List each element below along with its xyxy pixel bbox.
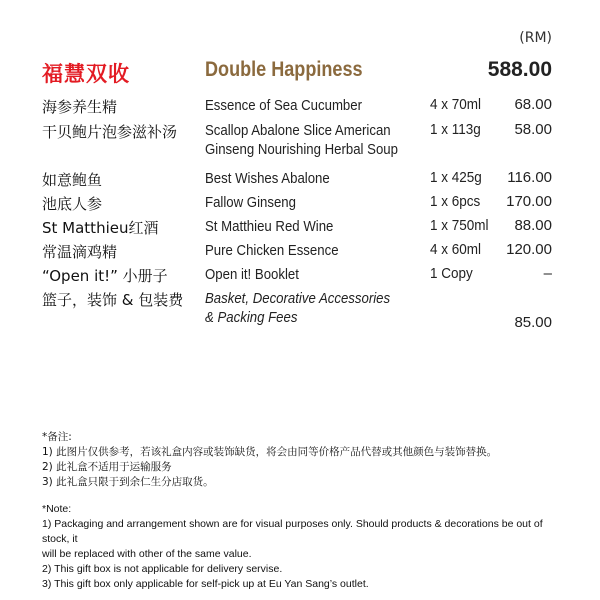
item-price: 116.00 [507,169,552,186]
note-line: will be replaced with other of the same value. [42,548,252,560]
notes-english [42,502,562,592]
item-name-cn: St Matthieu红酒 [42,219,159,237]
item-quantity: 1 x 6pcs [430,193,481,210]
item-name-en-line: St Matthieu Red Wine [205,218,334,235]
note-line: 3) This gift box only applicable for self-pick up at Eu Yan Sang’s outlet. [42,578,369,590]
total-price: 588.00 [487,58,552,81]
item-quantity: 1 x 750ml [430,217,489,234]
item-row [0,193,600,217]
item-name-en-line: & Packing Fees [205,309,298,326]
item-name-en [205,193,296,212]
note-line: 1) Packaging and arrangement shown are for visual purposes only. Should products & decorations be out of stock, it [42,518,543,545]
item-price: 58.00 [514,121,552,138]
notes-chinese [42,430,562,490]
notes-heading: *Note: [42,503,72,515]
item-name-en [205,96,362,115]
item-price: 85.00 [514,314,552,331]
item-name-en-line: Ginseng Nourishing Herbal Soup [205,141,398,158]
note-line: 2) This gift box is not applicable for delivery servise. [42,563,283,575]
item-price: 68.00 [514,96,552,113]
item-quantity: 1 x 425g [430,169,482,186]
title-chinese: 福慧双收 [42,62,130,86]
item-name-en-line: Best Wishes Abalone [205,170,330,187]
item-name-cn: 如意鲍鱼 [42,171,103,189]
item-name-cn: 篮子，装饰 & 包装费 [42,291,184,309]
title-english: Double Happiness [205,58,363,81]
item-name-en [205,217,333,236]
item-row [0,217,600,241]
item-row [0,96,600,120]
item-price: 170.00 [506,193,552,210]
note-line: 3) 此礼盒只限于到余仁生分店取货。 [42,476,214,488]
item-quantity: 4 x 70ml [430,96,482,113]
item-row [0,169,600,193]
item-name-cn: 池底人参 [42,195,103,213]
item-name-en [205,121,398,159]
item-name-en-line: Essence of Sea Cucumber [205,97,363,114]
item-name-en-line: Scallop Abalone Slice American [205,122,391,139]
note-line: 2) 此礼盒不适用于运输服务 [42,461,172,473]
item-name-en [205,169,330,188]
item-name-cn: 常温滴鸡精 [42,243,118,261]
item-price: 88.00 [514,217,552,234]
item-row [0,289,600,331]
item-quantity: 4 x 60ml [430,241,482,258]
item-name-cn: 海参养生精 [42,98,118,116]
item-name-en-line: Fallow Ginseng [205,194,296,211]
item-name-en [205,289,390,327]
currency-label: (RM) [519,30,552,46]
item-name-cn: “Open it!” 小册子 [42,267,168,285]
item-name-en-line: Open it! Booklet [205,266,299,283]
item-price: – [543,265,552,282]
item-name-en [205,265,299,284]
note-line: 1) 此图片仅供参考，若该礼盒内容或装饰缺货，将会由同等价格产品代替或其他颜色与装饰替换。 [42,446,498,458]
item-price: 120.00 [506,241,552,258]
item-name-en-line: Basket, Decorative Accessories [205,290,391,307]
item-row [0,241,600,265]
item-quantity: 1 x 113g [430,121,481,138]
item-row [0,121,600,158]
item-row [0,265,600,289]
notes-heading: *备注: [42,431,72,443]
item-quantity: 1 Copy [430,265,473,282]
item-name-en-line: Pure Chicken Essence [205,242,339,259]
item-name-en [205,241,339,260]
item-name-cn: 干贝鲍片泡参滋补汤 [42,123,178,141]
